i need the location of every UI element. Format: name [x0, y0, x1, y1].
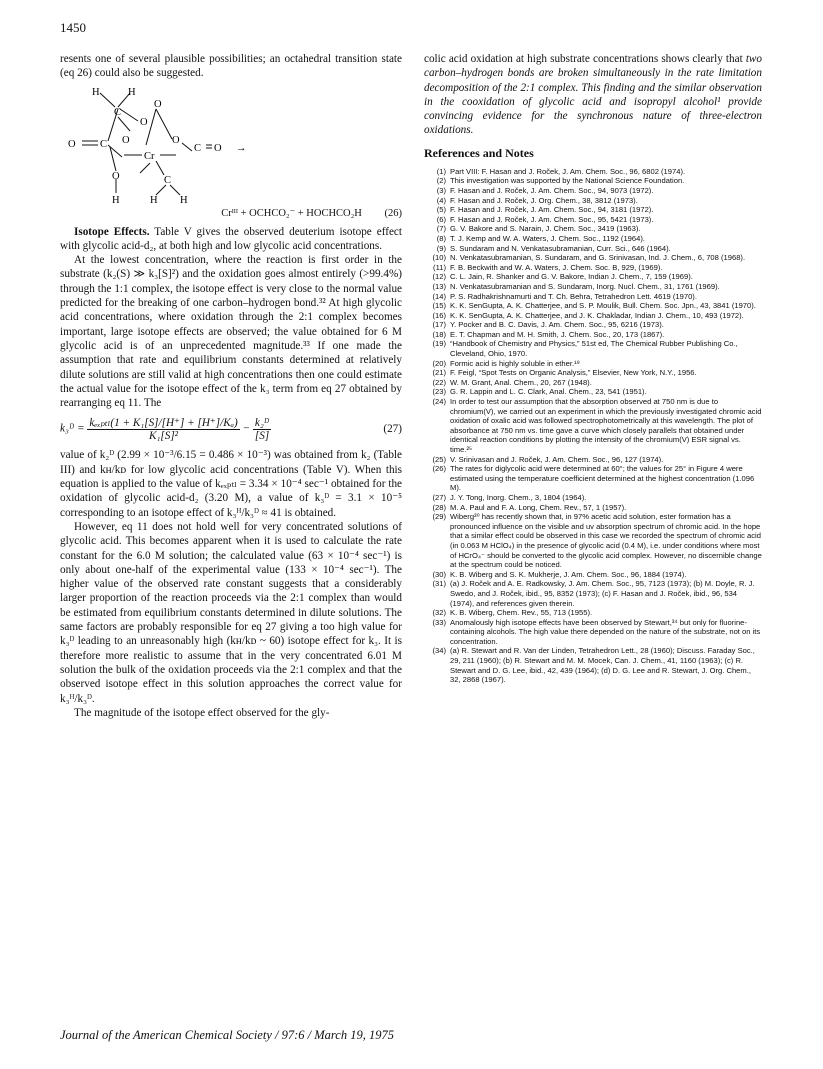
right-column [424, 52, 762, 685]
label-o-carbonyl: O [214, 142, 222, 154]
reference-text: G. V. Bakore and S. Narain, J. Chem. Soc., 3419 (1963). [450, 224, 641, 234]
equation-27-body [60, 416, 271, 442]
reference-item [424, 320, 762, 330]
reference-number: (19) [432, 339, 446, 349]
reference-item [424, 503, 762, 513]
transition-state-structure [60, 85, 402, 205]
reference-item [424, 263, 762, 273]
reference-number: (12) [432, 272, 446, 282]
reference-item [424, 579, 762, 608]
reference-text: (a) J. Roček and A. E. Radkowsky, J. Am. Chem. Soc., 95, 7123 (1973); (b) M. Doyle, R. J. Swedo, and J. Roček, ibid., 95, 8352 (1973); (c) F. Hasan and J. Roček, ibid., 96, 534 (1974), and references given therein. [450, 579, 755, 608]
reference-text: C. L. Jain, R. Shanker and G. V. Bakore, Indian J. Chem., 7, 159 (1969). [450, 272, 693, 282]
reference-item [424, 215, 762, 225]
structure-drawing [60, 85, 320, 205]
reaction-26-number: (26) [384, 207, 402, 219]
reference-number: (29) [432, 512, 446, 522]
equation-27-numerator-1: kₑₓₚₜₗ(1 + K₁[S]/[H⁺] + [H⁺]/Kₐ) [89, 417, 238, 430]
reference-item [424, 570, 762, 580]
isotope-heading: Isotope Effects. [74, 225, 150, 238]
equation-27-fraction-2 [253, 417, 271, 442]
reference-number: (16) [432, 310, 446, 320]
reference-text: K. K. SenGupta, A. K. Chatterjee, and S. P. Moulik, Bull. Chem. Soc. Jpn., 43, 3841 (1970). [450, 301, 756, 311]
label-o-mid: O [122, 134, 130, 146]
reference-number: (10) [432, 253, 446, 263]
reference-item [424, 311, 762, 321]
reaction-26-text: Crᴵᴵᴵ + OCHCO₂⁻ + HOCHCO₂H [221, 207, 362, 219]
reference-item [424, 292, 762, 302]
reference-text: F. Hasan and J. Roček, J. Am. Chem. Soc., 94, 3181 (1972). [450, 205, 654, 215]
reaction-arrow: → [236, 142, 247, 154]
after-equation-paragraph: value of k₂ᴰ (2.99 × 10⁻³/6.15 = 0.486 × 10⁻³) was obtained from k₂ (Table III) and kʜ/kᴅ for low glycolic acid concentrations (Table V). When this equation is applied to the value of kₑₓₚₜₗ = 3.34 × 10⁻⁴ sec⁻¹ obtained for the oxidation of glycolic acid-d₂ (3.20 M), a value of k₃ᴰ = 3.1 × 10⁻⁵ corresponding to an isotope effect of k₃ᴴ/k₃ᴰ ≈ 41 is obtained. [60, 449, 402, 519]
reference-number: (6) [436, 214, 446, 224]
reference-item [424, 330, 762, 340]
reference-number: (25) [432, 454, 446, 464]
label-o-right: O [172, 134, 180, 146]
reference-number: (1) [436, 166, 446, 176]
reference-number: (21) [432, 368, 446, 378]
label-o-top: O [140, 116, 148, 128]
reference-number: (2) [436, 176, 446, 186]
reference-item [424, 244, 762, 254]
reference-number: (8) [436, 233, 446, 243]
reference-number: (30) [432, 569, 446, 579]
reference-text: F. Hasan and J. Roček, J. Am. Chem. Soc., 94, 9073 (1972). [450, 185, 654, 195]
reference-item [424, 167, 762, 177]
reference-item [424, 646, 762, 684]
reference-item [424, 455, 762, 465]
reference-item [424, 397, 762, 455]
reference-number: (3) [436, 185, 446, 195]
reference-text: K. B. Wiberg, Chem. Rev., 55, 713 (1955). [450, 608, 593, 618]
reference-number: (32) [432, 608, 446, 618]
reaction-26 [60, 207, 402, 219]
reference-text: K. B. Wiberg and S. K. Mukherje, J. Am. Chem. Soc., 96, 1884 (1974). [450, 569, 687, 579]
equation-27-minus: − [242, 423, 251, 436]
reference-text: J. Y. Tong, Inorg. Chem., 3, 1804 (1964). [450, 492, 587, 502]
label-h-bottom-3: H [180, 194, 188, 205]
reference-number: (26) [432, 464, 446, 474]
reference-number: (34) [432, 646, 446, 656]
reference-number: (31) [432, 579, 446, 589]
reference-item [424, 272, 762, 282]
reference-number: (14) [432, 291, 446, 301]
equation-27-numerator-2: k₂ᴰ [254, 416, 270, 429]
reference-item [424, 205, 762, 215]
reference-text: V. Srinivasan and J. Roček, J. Am. Chem. Soc., 96, 127 (1974). [450, 454, 664, 464]
reference-number: (27) [432, 492, 446, 502]
reference-text: “Handbook of Chemistry and Physics,” 51st ed, The Chemical Rubber Publishing Co., Cleveland, Ohio, 1970. [450, 339, 738, 359]
reference-text: G. R. Lappin and L. C. Clark, Anal. Chem., 23, 541 (1951). [450, 387, 647, 397]
left-column [60, 52, 402, 720]
reference-number: (20) [432, 358, 446, 368]
reference-text: Formic acid is highly soluble in ether.¹⁹ [450, 358, 580, 368]
reference-item [424, 234, 762, 244]
reference-text: F. B. Beckwith and W. A. Waters, J. Chem. Soc. B, 929, (1969). [450, 262, 663, 272]
equation-27 [60, 416, 402, 442]
reference-item [424, 224, 762, 234]
reference-text: S. Sundaram and N. Venkatasubramanian, Curr. Sci., 646 (1964). [450, 243, 671, 253]
reference-number: (23) [432, 387, 446, 397]
equation-27-fraction-1 [87, 416, 239, 442]
label-c-left: C [100, 138, 108, 150]
reference-item [424, 282, 762, 292]
label-cr: Cr [144, 150, 155, 162]
reference-text: Part VIII: F. Hasan and J. Roček, J. Am. Chem. Soc., 96, 6802 (1974). [450, 166, 686, 176]
journal-footer: Journal of the American Chemical Society / 97:6 / March 19, 1975 [60, 1028, 394, 1042]
reference-number: (11) [433, 262, 446, 272]
reference-number: (4) [436, 195, 446, 205]
reference-text: Wiberg³⁰ has recently shown that, in 97% acetic acid solution, ester formation has a pronounced influence on the visible and uv absorption spectrum of chromic acid. In the hope that a similar effect could be observed in this case we recorded the spectrum of chromic acid (in 0.063 M HClO₄) in the presence of glycolic acid (0.4 M), i.e. under conditions where most of HCrO₄⁻ should be converted to the glycolic acid complex. However, no discernible change at the spectrum could be noticed. [450, 512, 762, 570]
isotope-paragraph-1-text: Table V gives the observed deuterium isotope effect with glycolic acid-d₂, at both high and low glycolic acid concentrations. [60, 225, 402, 252]
page-number: 1450 [60, 20, 86, 35]
reference-text: E. T. Chapman and M. H. Smith, J. Chem. Soc., 20, 173 (1867). [450, 329, 665, 339]
reference-text: F. Feigl, “Spot Tests on Organic Analysis,” Elsevier, New York, N.Y., 1956. [450, 368, 697, 378]
label-o-left: O [68, 138, 76, 150]
reference-number: (28) [432, 502, 446, 512]
references-heading: References and Notes [424, 145, 534, 160]
reference-number: (17) [432, 320, 446, 330]
however-paragraph: However, eq 11 does not hold well for very concentrated solutions of glycolic acid. This becomes apparent when it is used to calculate the rate constant for the 6.0 M solution; the calculated value (63 × 10⁻⁴ sec⁻¹) is only about one-half of the experimental value (133 × 10⁻⁴ sec⁻¹). The higher value of the observed rate constant suggests that a considerably larger proportion of the reaction proceeds via the 2:1 complex than would be estimated from equilibrium constants determined in dilute solutions. The same factors are probably responsible for eq 27 giving a too high value for k₃ᴰ leading to an unreasonably high (kʜ/kᴅ ~ 60) isotope effect for k₃. It is therefore more realistic to assume that in the very concentrated 6.01 M solution the bulk of the oxidation proceeds via the 2:1 complex and that the observed isotope effect in this solution approaches the correct value for k₃ᴴ/k₃ᴰ. [60, 520, 402, 705]
label-o-bottom: O [112, 170, 120, 182]
isotope-paragraph-1 [60, 225, 402, 254]
reference-item [424, 512, 762, 570]
reference-number: (13) [432, 281, 446, 291]
label-c-right: C [194, 142, 202, 154]
label-c-top: C [114, 106, 122, 118]
conclusion-paragraph [424, 52, 762, 138]
reference-item [424, 176, 762, 186]
reference-text: This investigation was supported by the National Science Foundation. [450, 176, 685, 186]
reference-item [424, 493, 762, 503]
reference-item [424, 464, 762, 493]
reference-text: N. Venkatasubramanian, S. Sundaram, and G. Srinivasan, Ind. J. Chem., 6, 708 (1968). [450, 253, 746, 263]
equation-27-number: (27) [383, 423, 402, 436]
reference-item [424, 368, 762, 378]
reference-item [424, 253, 762, 263]
reference-number: (5) [436, 205, 446, 215]
reference-text: K. K. SenGupta, A. K. Chatterjee, and J. K. Chakladar, Indian J. Chem., 10, 493 (1972). [450, 310, 744, 320]
conclusion-italic-text: two carbon–hydrogen bonds are broken simultaneously in the rate limitation decomposition of the 2:1 complex. This finding and the similar observation in the cooxidation of glycolic acid and isopropyl alcohol¹ provide convincing evidence for the synchronous nature of three-electron oxidations. [424, 53, 762, 137]
reference-text: F. Hasan and J. Roček, J. Am. Chem. Soc., 95, 5421 (1973). [450, 214, 654, 224]
label-h-bottom-1: H [112, 194, 120, 205]
reference-text: M. A. Paul and F. A. Long, Chem. Rev., 57, 1 (1957). [450, 502, 627, 512]
reference-number: (15) [432, 301, 446, 311]
conclusion-text: colic acid oxidation at high substrate concentrations shows clearly that [424, 53, 743, 65]
references-list [424, 167, 762, 685]
intro-paragraph: resents one of several plausible possibilities; an octahedral transition state (eq 26) could also be suggested. [60, 53, 402, 80]
reference-item [424, 339, 762, 358]
reference-item [424, 301, 762, 311]
equation-27-denominator-1: K₁[S]² [149, 430, 179, 443]
reference-item [424, 359, 762, 369]
label-h-bottom-2: H [150, 194, 158, 205]
reference-number: (33) [432, 617, 446, 627]
reference-text: Anomalously high isotope effects have been observed by Stewart,³⁴ but only for fluorine-containing alcohols. The high value there depended on the nature of the substrate, not on its concentration. [450, 617, 761, 646]
reference-text: The rates for diglycolic acid were determined at 60°; the values for 25° in Figure 4 were estimated using the temperature coefficient determined at the highest concentration (1.096 M). [450, 464, 755, 493]
reference-text: W. M. Grant, Anal. Chem., 20, 267 (1948). [450, 377, 592, 387]
reference-item [424, 186, 762, 196]
reference-number: (9) [436, 243, 446, 253]
magnitude-paragraph: The magnitude of the isotope effect observed for the gly- [74, 706, 330, 719]
equation-27-denominator-2: [S] [254, 429, 270, 442]
reference-number: (22) [432, 377, 446, 387]
reference-item [424, 608, 762, 618]
reference-text: F. Hasan and J. Roček, J. Org. Chem., 38, 3812 (1973). [450, 195, 638, 205]
reference-number: (7) [436, 224, 446, 234]
reference-item [424, 618, 762, 647]
reference-item [424, 378, 762, 388]
equation-27-lhs: k₃ᴰ = [60, 423, 85, 436]
label-c-bottom: C [164, 174, 172, 186]
label-o-top-right: O [154, 98, 162, 110]
reference-number: (24) [432, 397, 446, 407]
reference-text: T. J. Kemp and W. A. Waters, J. Chem. Soc., 1192 (1964). [450, 233, 645, 243]
reference-item [424, 196, 762, 206]
reference-text: N. Venkatasubramanian and S. Sundaram, Inorg. Nucl. Chem., 31, 1761 (1969). [450, 281, 720, 291]
reference-text: (a) R. Stewart and R. Van der Linden, Tetrahedron Lett., 28 (1960); Discuss. Faraday Soc., 29, 211 (1960); (b) R. Stewart and M. M. Mocek, Can. J. Chem., 41, 1160 (1963); (c) R. Stewart and D. G. Lee, ibid., 42, 439 (1964); (d) D. G. Lee and R. Stewart, J. Org. Chem., 32, 2868 (1967). [450, 646, 755, 685]
reference-text: P. S. Radhakrishnamurti and T. Ch. Behra, Tetrahedron Lett. 4619 (1970). [450, 291, 697, 301]
label-h-top-right: H [128, 86, 136, 98]
label-h-top-left: H [92, 86, 100, 98]
isotope-paragraph-2: At the lowest concentration, where the reaction is first order in the substrate (k₂(S) ≫ k₃[S]²) and the oxidation goes almost entirely (>99.4%) through the 1:1 complex, the isotope effect is very close to the normal value predicted for the breaking of one carbon–hydrogen bond.³² At high glycolic acid concentrations, where oxidation through the 2:1 complex becomes important, large isotope effects are observed; the value obtained for 6 M glycolic acid is of an unprecedented magnitude.³³ If one made the assumption that rate and equilibrium constants determined at relatively dilute solutions are still valid at high concentrations then one could estimate the actual value for the isotope effect of the k₃ term from eq 27 obtained by rearranging eq 11. The [60, 254, 402, 410]
reference-item [424, 387, 762, 397]
reference-number: (18) [432, 329, 446, 339]
reference-text: Y. Pocker and B. C. Davis, J. Am. Chem. Soc., 95, 6216 (1973). [450, 320, 664, 330]
reference-text: In order to test our assumption that the absorption observed at 750 nm is due to chromium(V), we carried out an experiment in which the previously investigated chromic acid oxidation of oxalic acid was followed spectrophotometrically at this wavelength. The plot of absorbance at 750 nm vs. time gave a curve which closely parallels that obtained under identical reaction conditions by plotting the intensity of the chromium(V) ESR signal vs. time.²⁵ [450, 397, 762, 454]
